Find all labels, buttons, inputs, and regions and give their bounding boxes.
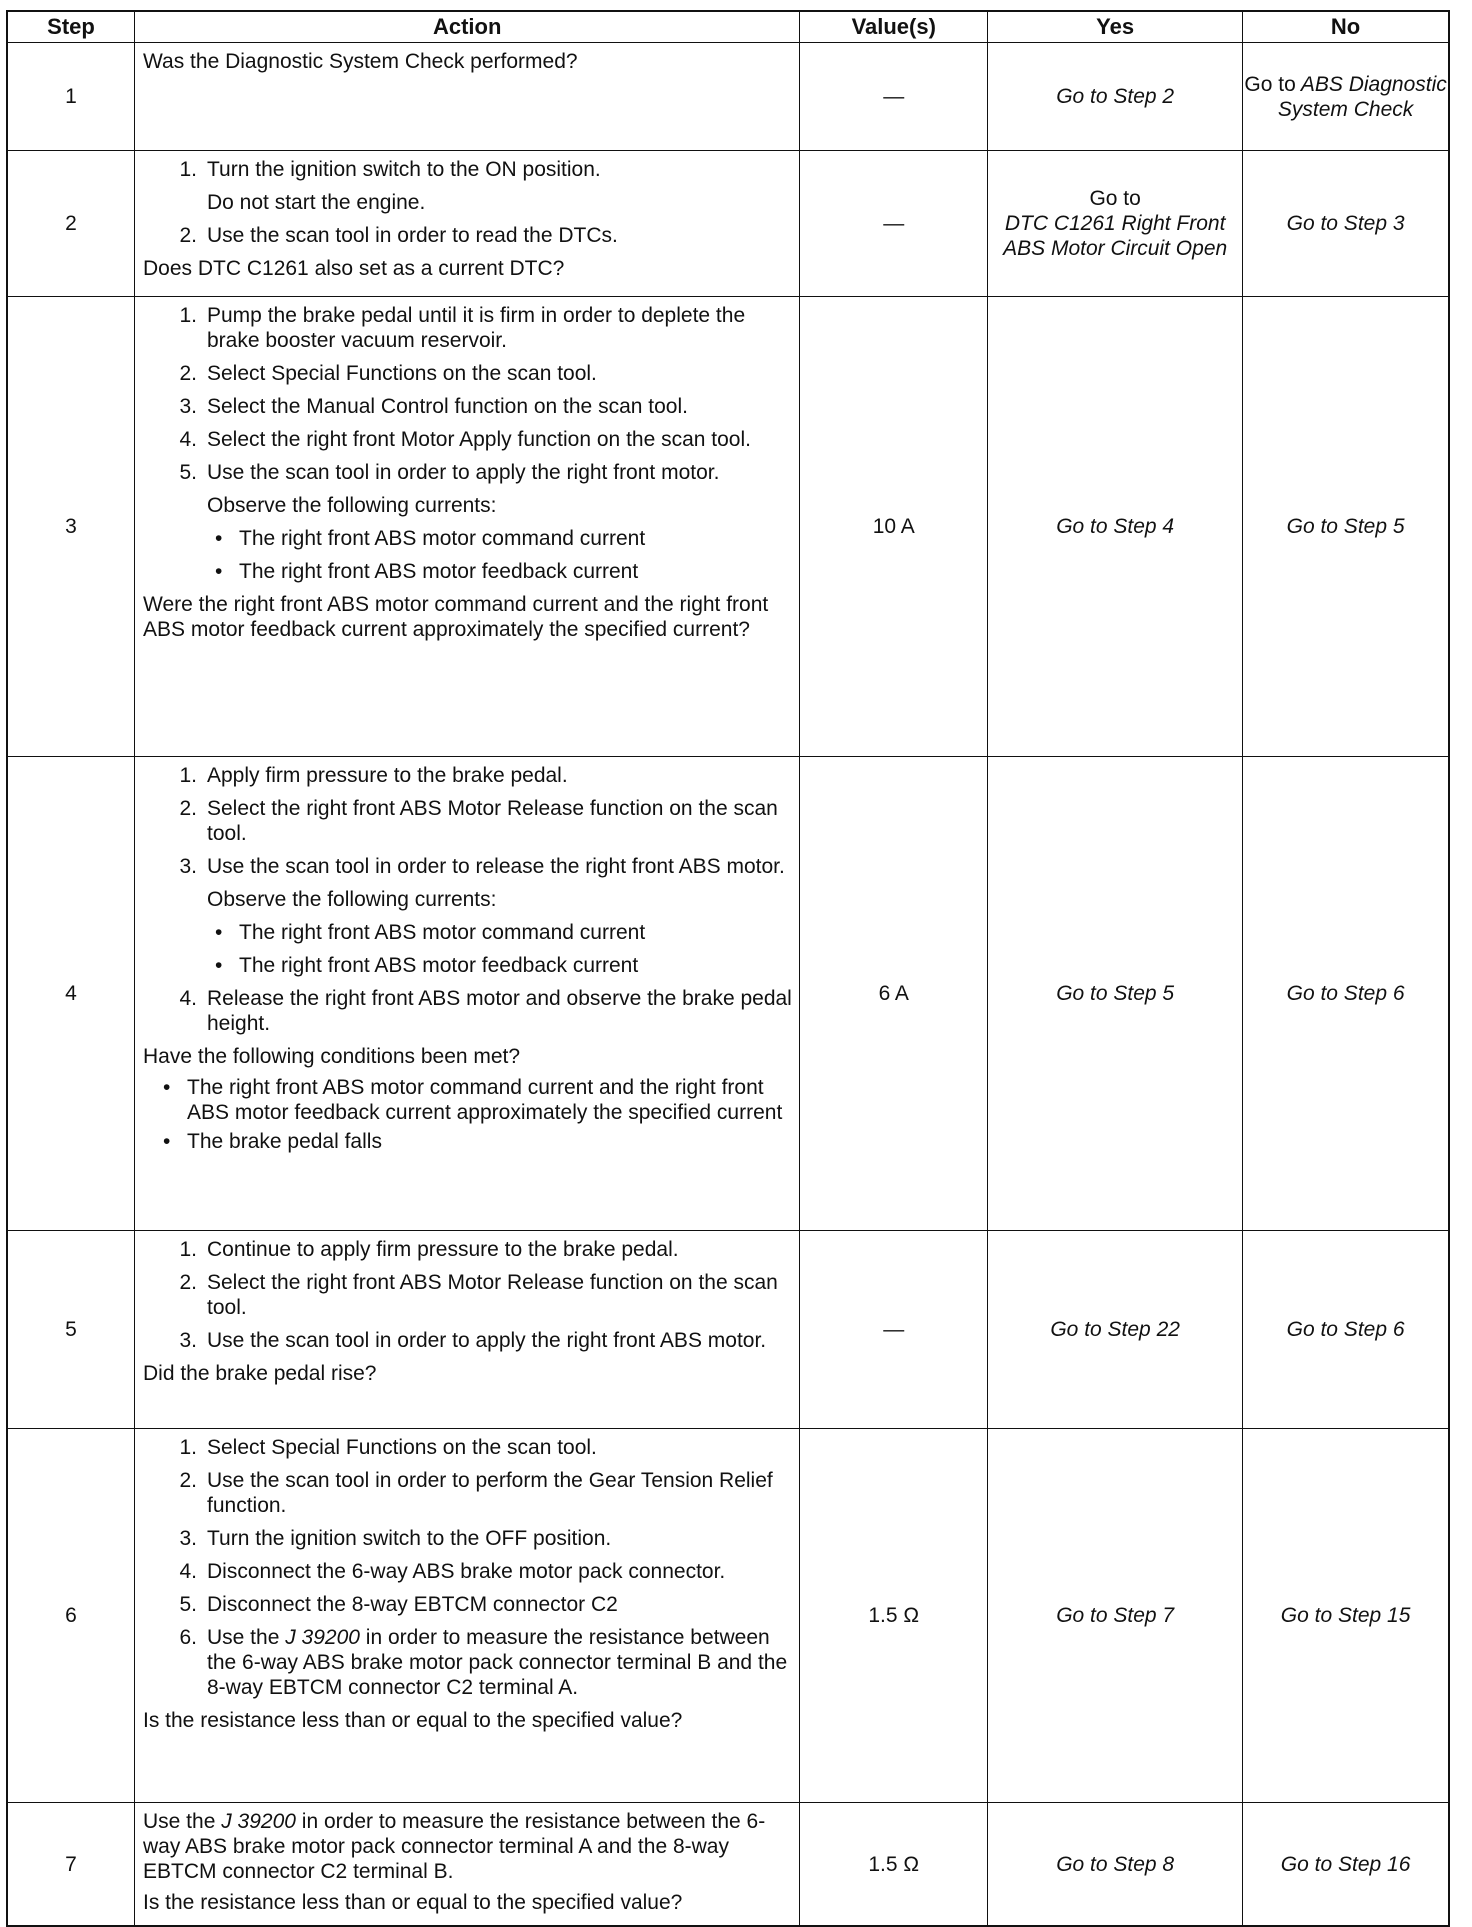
header-row <box>7 11 1449 43</box>
action-cell <box>135 757 800 1231</box>
action-cell <box>135 1803 800 1927</box>
no-cell: Go to Step 15 <box>1243 1429 1449 1803</box>
instruction-text: Use the J 39200 in order to measure the resistance between the 6-way ABS brake motor pack connector terminal A and the 8-way EBTCM connector C2 terminal B. <box>143 1810 766 1883</box>
step-number: 2 <box>7 151 135 297</box>
no-cell <box>1243 43 1449 151</box>
list-item: 4. Select the right front Motor Apply function on the scan tool. <box>179 428 751 451</box>
header-no: No <box>1243 11 1449 43</box>
action-cell <box>135 151 800 297</box>
no-cell: Go to Step 16 <box>1243 1803 1449 1927</box>
question-text: Were the right front ABS motor command current and the right front ABS motor feedback current approximately the specified current? <box>143 593 769 641</box>
list-item: 4. Disconnect the 6-way ABS brake motor pack connector. <box>179 1560 726 1583</box>
abs-diagnostic-system-check-link[interactable]: ABS Diagnostic System Check <box>1277 72 1447 121</box>
list-item: 1. Apply firm pressure to the brake pedal. <box>179 764 568 787</box>
question-text: Was the Diagnostic System Check performed? <box>143 50 578 73</box>
bullet-item: • The right front ABS motor feedback current <box>215 954 639 977</box>
list-item: 1. Turn the ignition switch to the ON position. <box>179 158 601 181</box>
list-item: 3. Use the scan tool in order to release the right front ABS motor. <box>179 855 785 878</box>
bullet-item: • The right front ABS motor command current <box>215 527 646 550</box>
question-text: Have the following conditions been met? <box>143 1045 521 1068</box>
list-item: 3. Use the scan tool in order to apply the right front ABS motor. <box>179 1329 767 1352</box>
no-cell: Go to Step 6 <box>1243 1231 1449 1429</box>
header-values: Value(s) <box>800 11 988 43</box>
list-item: 1. Select Special Functions on the scan tool. <box>179 1436 597 1459</box>
header-action: Action <box>135 11 800 43</box>
yes-cell: Go to Step 8 <box>988 1803 1243 1927</box>
table-row <box>7 43 1449 151</box>
action-cell <box>135 1231 800 1429</box>
header-yes: Yes <box>988 11 1243 43</box>
diagnostic-table <box>6 10 1450 1927</box>
value-cell: 1.5 Ω <box>800 1803 988 1927</box>
step-number: 4 <box>7 757 135 1231</box>
step-number: 5 <box>7 1231 135 1429</box>
value-cell: — <box>800 43 988 151</box>
list-item: 1. Continue to apply firm pressure to the brake pedal. <box>179 1238 679 1261</box>
value-cell: — <box>800 1231 988 1429</box>
no-prefix: Go to <box>1244 72 1296 96</box>
table-row <box>7 757 1449 1231</box>
step-number: 3 <box>7 297 135 757</box>
question-text: Is the resistance less than or equal to the specified value? <box>143 1891 683 1914</box>
list-item: 2. Use the scan tool in order to perform the Gear Tension Relief function. <box>179 1469 773 1517</box>
action-cell <box>135 1429 800 1803</box>
question-text: Does DTC C1261 also set as a current DTC? <box>143 257 565 280</box>
yes-cell: Go to Step 4 <box>988 297 1243 757</box>
list-item: 6. Use the J 39200 in order to measure the resistance between the 6-way ABS brake motor pack connector terminal B and the 8-way EBTCM connector C2 terminal A. <box>179 1626 788 1699</box>
no-cell: Go to Step 5 <box>1243 297 1449 757</box>
yes-cell: Go to Step 22 <box>988 1231 1243 1429</box>
list-item: 3. Select the Manual Control function on the scan tool. <box>179 395 688 418</box>
dtc-c1261-link[interactable]: DTC C1261 Right Front ABS Motor Circuit Open <box>1003 212 1228 260</box>
list-item: 5. Disconnect the 8-way EBTCM connector C2 <box>179 1593 618 1616</box>
value-cell: 1.5 Ω <box>800 1429 988 1803</box>
value-cell: 10 A <box>800 297 988 757</box>
yes-cell: Go to Step 7 <box>988 1429 1243 1803</box>
diagnostic-table-container <box>6 10 1450 1914</box>
list-item: 3. Turn the ignition switch to the OFF position. <box>179 1527 612 1550</box>
tool-j39200-link[interactable]: J 39200 <box>221 1810 296 1833</box>
step-number: 6 <box>7 1429 135 1803</box>
bullet-item: • The right front ABS motor command current <box>215 921 646 944</box>
question-text: Did the brake pedal rise? <box>143 1362 377 1385</box>
table-row <box>7 297 1449 757</box>
list-item-continuation: Do not start the engine. <box>207 191 426 214</box>
observe-text: Observe the following currents: <box>207 888 497 911</box>
yes-cell: Go to Step 5 <box>988 757 1243 1231</box>
list-item: 5. Use the scan tool in order to apply the right front motor. <box>179 461 720 484</box>
value-cell: 6 A <box>800 757 988 1231</box>
question-text: Is the resistance less than or equal to the specified value? <box>143 1709 683 1732</box>
value-cell: — <box>800 151 988 297</box>
list-item: 2. Select Special Functions on the scan tool. <box>179 362 597 385</box>
condition-item: • The brake pedal falls <box>163 1130 382 1153</box>
header-step: Step <box>7 11 135 43</box>
list-item: 1. Pump the brake pedal until it is firm in order to deplete the brake booster vacuum reservoir. <box>179 304 746 352</box>
table-row <box>7 1429 1449 1803</box>
yes-cell <box>988 151 1243 297</box>
table-row <box>7 151 1449 297</box>
step-number: 7 <box>7 1803 135 1927</box>
step-number: 1 <box>7 43 135 151</box>
list-item: 2. Select the right front ABS Motor Release function on the scan tool. <box>179 797 778 845</box>
table-row <box>7 1231 1449 1429</box>
list-item: 4. Release the right front ABS motor and observe the brake pedal height. <box>179 987 792 1035</box>
no-cell: Go to Step 6 <box>1243 757 1449 1231</box>
list-item: 2. Select the right front ABS Motor Release function on the scan tool. <box>179 1271 778 1319</box>
condition-item: • The right front ABS motor command current and the right front ABS motor feedback current approximately the specified current <box>163 1076 783 1124</box>
bullet-item: • The right front ABS motor feedback current <box>215 560 639 583</box>
yes-cell: Go to Step 2 <box>988 43 1243 151</box>
observe-text: Observe the following currents: <box>207 494 497 517</box>
table-row <box>7 1803 1449 1927</box>
action-cell <box>135 43 800 151</box>
action-cell <box>135 297 800 757</box>
list-item: 2. Use the scan tool in order to read the DTCs. <box>179 224 618 247</box>
tool-j39200-link[interactable]: J 39200 <box>285 1626 360 1649</box>
yes-prefix: Go to <box>1089 187 1141 210</box>
no-cell: Go to Step 3 <box>1243 151 1449 297</box>
